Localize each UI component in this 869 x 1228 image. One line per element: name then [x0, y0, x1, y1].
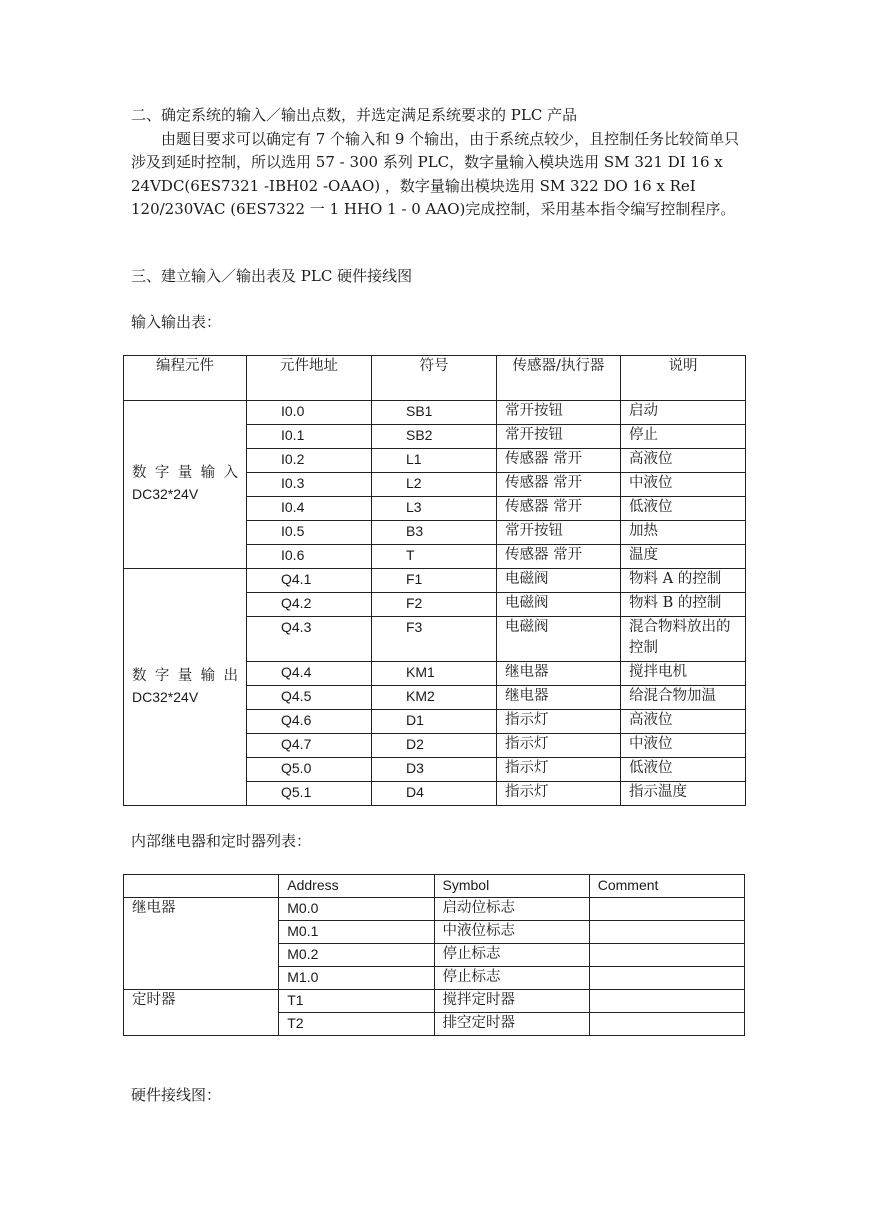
input-group-label-line2: DC32*24V [132, 486, 199, 502]
description-cell: 启动 [621, 401, 746, 425]
symbol-cell: L1 [372, 449, 497, 473]
table-row [124, 569, 746, 593]
address-cell: I0.6 [247, 545, 372, 569]
address-cell: I0.5 [247, 521, 372, 545]
description-cell: 指示温度 [621, 782, 746, 806]
io-table [123, 355, 746, 806]
symbol-cell: T [372, 545, 497, 569]
device-cell: 常开按钮 [497, 401, 621, 425]
header-cell: Symbol [434, 875, 589, 898]
description-cell: 混合物料放出的控制 [621, 617, 746, 662]
description-cell: 搅拌电机 [621, 662, 746, 686]
device-cell: 继电器 [497, 686, 621, 710]
symbol-cell: 排空定时器 [434, 1013, 589, 1036]
symbol-cell: F3 [372, 617, 497, 662]
relay-group-label: 继电器 [124, 898, 279, 990]
section-2-paragraph: 由题目要求可以确定有 7 个输入和 9 个输出，由于系统点较少，且控制任务比较简单只涉及到延时控制，所以选用 57 - 300 系列 PLC，数字量输入模块选用 SM 321 DI 16 x 24VDC(6ES7321 -IBH02 -OAAO) ，数字量输出模块选用 SM 322 DO 16 x ReI 120/230VAC (6ES7322 一 1 HHO 1 - 0 AAO)完成控制，采用基本指令编写控制程序。 [131, 129, 740, 218]
comment-cell [589, 990, 744, 1013]
device-cell: 指示灯 [497, 782, 621, 806]
header-cell: Comment [589, 875, 744, 898]
device-cell: 电磁阀 [497, 569, 621, 593]
description-cell: 物料 B 的控制 [621, 593, 746, 617]
internal-table-label: 内部继电器和定时器列表： [131, 832, 312, 850]
device-cell: 传感器 常开 [497, 449, 621, 473]
comment-cell [589, 1013, 744, 1036]
symbol-cell: F2 [372, 593, 497, 617]
symbol-cell: SB2 [372, 425, 497, 449]
symbol-cell: 中液位标志 [434, 921, 589, 944]
description-cell: 低液位 [621, 497, 746, 521]
section-2 [131, 104, 745, 222]
table-row [124, 990, 745, 1013]
address-cell: Q4.6 [247, 710, 372, 734]
description-cell: 停止 [621, 425, 746, 449]
description-cell: 中液位 [621, 473, 746, 497]
address-cell: Q4.5 [247, 686, 372, 710]
description-cell: 高液位 [621, 710, 746, 734]
address-cell: I0.0 [247, 401, 372, 425]
io-input-group [124, 401, 746, 569]
device-cell: 指示灯 [497, 758, 621, 782]
header-cell: 编程元件 [124, 356, 247, 401]
symbol-cell: 停止标志 [434, 944, 589, 967]
symbol-cell: D2 [372, 734, 497, 758]
input-group-label-line1: 数字量输入 [132, 465, 238, 481]
device-cell: 常开按钮 [497, 425, 621, 449]
device-cell: 常开按钮 [497, 521, 621, 545]
description-cell: 高液位 [621, 449, 746, 473]
address-cell: I0.3 [247, 473, 372, 497]
symbol-cell: SB1 [372, 401, 497, 425]
address-cell: Q5.1 [247, 782, 372, 806]
description-cell: 物料 A 的控制 [621, 569, 746, 593]
comment-cell [589, 898, 744, 921]
symbol-cell: D1 [372, 710, 497, 734]
address-cell: M1.0 [279, 967, 434, 990]
address-cell: M0.0 [279, 898, 434, 921]
address-cell: T2 [279, 1013, 434, 1036]
symbol-cell: 启动位标志 [434, 898, 589, 921]
header-cell: Address [279, 875, 434, 898]
table-row [124, 401, 746, 425]
timer-group-label: 定时器 [124, 990, 279, 1036]
io-table-header-row [124, 356, 746, 401]
device-cell: 指示灯 [497, 734, 621, 758]
address-cell: T1 [279, 990, 434, 1013]
description-cell: 中液位 [621, 734, 746, 758]
header-cell: 传感器/执行器 [497, 356, 621, 401]
output-group-label [124, 569, 247, 806]
section-3-heading: 三、建立输入／输出表及 PLC 硬件接线图 [131, 267, 413, 285]
output-group-label-line1: 数字量输出 [132, 667, 238, 684]
device-cell: 传感器 常开 [497, 545, 621, 569]
symbol-cell: B3 [372, 521, 497, 545]
device-cell: 继电器 [497, 662, 621, 686]
symbol-cell: L3 [372, 497, 497, 521]
address-cell: Q4.4 [247, 662, 372, 686]
symbol-cell: D3 [372, 758, 497, 782]
wiring-diagram-label: 硬件接线图： [131, 1086, 222, 1104]
device-cell: 指示灯 [497, 710, 621, 734]
table-row [124, 898, 745, 921]
address-cell: Q4.1 [247, 569, 372, 593]
address-cell: Q5.0 [247, 758, 372, 782]
relay-group [124, 898, 745, 990]
symbol-cell: D4 [372, 782, 497, 806]
symbol-cell: 停止标志 [434, 967, 589, 990]
output-group-label-line2: DC32*24V [132, 688, 199, 705]
device-cell: 传感器 常开 [497, 473, 621, 497]
io-output-group [124, 569, 746, 806]
timer-group [124, 990, 745, 1036]
symbol-cell: L2 [372, 473, 497, 497]
device-cell: 电磁阀 [497, 593, 621, 617]
io-table-label: 输入输出表： [131, 313, 222, 331]
input-group-label [124, 401, 247, 569]
header-cell: 符号 [372, 356, 497, 401]
header-cell [124, 875, 279, 898]
comment-cell [589, 921, 744, 944]
header-cell: 说明 [621, 356, 746, 401]
address-cell: M0.2 [279, 944, 434, 967]
address-cell: I0.1 [247, 425, 372, 449]
address-cell: Q4.7 [247, 734, 372, 758]
address-cell: Q4.3 [247, 617, 372, 662]
comment-cell [589, 944, 744, 967]
device-cell: 电磁阀 [497, 617, 621, 662]
address-cell: Q4.2 [247, 593, 372, 617]
description-cell: 给混合物加温 [621, 686, 746, 710]
symbol-cell: F1 [372, 569, 497, 593]
symbol-cell: 搅拌定时器 [434, 990, 589, 1013]
internal-table [123, 874, 745, 1036]
address-cell: I0.2 [247, 449, 372, 473]
description-cell: 加热 [621, 521, 746, 545]
symbol-cell: KM2 [372, 686, 497, 710]
description-cell: 低液位 [621, 758, 746, 782]
description-cell: 温度 [621, 545, 746, 569]
address-cell: M0.1 [279, 921, 434, 944]
section-2-heading: 二、确定系统的输入／输出点数，并选定满足系统要求的 PLC 产品 [131, 106, 578, 124]
comment-cell [589, 967, 744, 990]
symbol-cell: KM1 [372, 662, 497, 686]
internal-table-header-row [124, 875, 745, 898]
header-cell: 元件地址 [247, 356, 372, 401]
address-cell: I0.4 [247, 497, 372, 521]
device-cell: 传感器 常开 [497, 497, 621, 521]
